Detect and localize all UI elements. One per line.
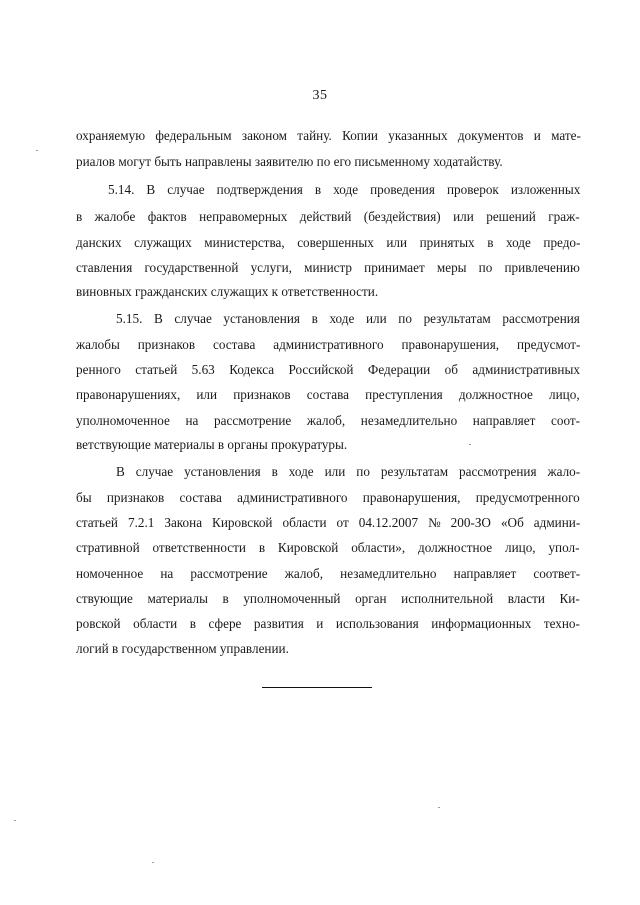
text-line: 5.15. В случае установления в ходе или по результатам рассмотрения xyxy=(116,311,580,326)
scan-speck xyxy=(36,150,38,151)
text-line: правонарушениях, или признаков состава преступления должностное лицо, xyxy=(76,387,580,402)
text-line: ровской области в сфере развития и использования информационных техно- xyxy=(76,616,580,631)
text-line: в жалобе фактов неправомерных действий (бездействия) или решений граж- xyxy=(76,209,580,224)
scan-speck xyxy=(152,862,154,863)
text-line: 5.14. В случае подтверждения в ходе проведения проверок изложенных xyxy=(108,182,581,197)
text-line: виновных гражданских служащих к ответственности. xyxy=(76,284,379,299)
scan-speck xyxy=(438,807,440,808)
text-line: ренного статьей 5.63 Кодекса Российской Федерации об административных xyxy=(76,362,580,377)
end-separator-line xyxy=(262,687,372,688)
page-number: 35 xyxy=(312,88,328,103)
text-line: ставления государственной услуги, министр принимает меры по привлечению xyxy=(76,260,580,275)
text-line: охраняемую федеральным законом тайну. Копии указанных документов и мате- xyxy=(76,128,581,143)
scan-speck xyxy=(469,444,471,445)
text-line: ствующие материалы в уполномоченный орган исполнительной власти Ки- xyxy=(76,591,580,606)
text-line: жалобы признаков состава административного правонарушения, предусмот- xyxy=(76,337,581,352)
text-line: уполномоченное на рассмотрение жалоб, незамедлительно направляет соот- xyxy=(76,413,581,428)
text-line: В случае установления в ходе или по результатам рассмотрения жало- xyxy=(116,464,581,479)
scan-speck xyxy=(14,820,16,821)
text-line: ветствующие материалы в органы прокуратуры. xyxy=(76,437,348,452)
text-line: бы признаков состава административного правонарушения, предусмотренного xyxy=(76,490,580,505)
text-line: логий в государственном управлении. xyxy=(76,641,289,656)
text-line: стративной ответственности в Кировской области», должностное лицо, упол- xyxy=(76,540,580,555)
text-line: номоченное на рассмотрение жалоб, незамедлительно направляет соответ- xyxy=(76,566,581,581)
text-line: риалов могут быть направлены заявителю по его письменному ходатайству. xyxy=(76,154,503,169)
text-line: статьей 7.2.1 Закона Кировской области от 04.12.2007 № 200-ЗО «Об админи- xyxy=(76,515,581,530)
text-line: данских служащих министерства, совершенных или принятых в ходе предо- xyxy=(76,235,581,250)
